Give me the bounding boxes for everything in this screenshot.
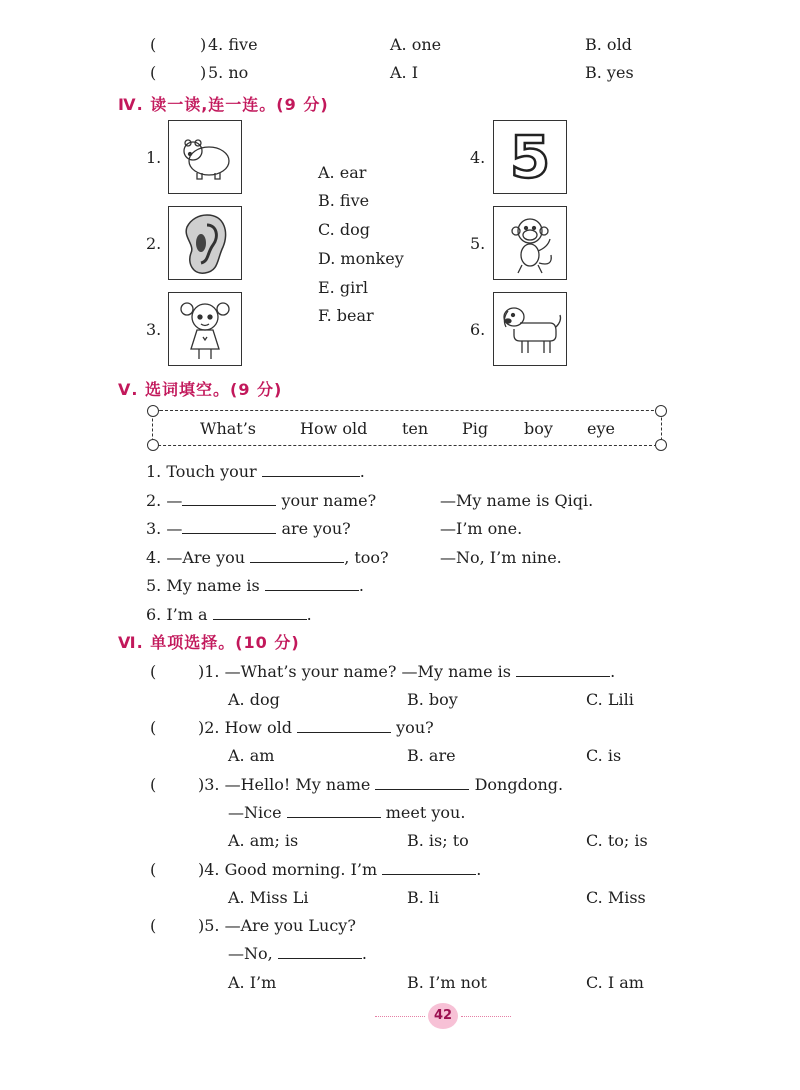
question-stem: )4. Good morning. I’m: [198, 860, 378, 879]
option-a: A. one: [390, 35, 442, 54]
answer-blank[interactable]: [382, 860, 476, 875]
match-option: D. monkey: [318, 249, 404, 268]
question-end: Dongdong.: [474, 775, 564, 794]
answer-blank[interactable]: [297, 718, 391, 733]
question-1: [198, 662, 615, 681]
paren-open: (: [150, 63, 157, 82]
fill-line-5: [146, 576, 364, 595]
fill-text: .: [359, 462, 365, 481]
box-corner: [655, 439, 667, 451]
fill-text: .: [358, 576, 364, 595]
ear-icon: [169, 207, 241, 279]
dog-icon: [494, 293, 566, 365]
choice-c: C. is: [586, 746, 622, 765]
question-stem: )2. How old: [198, 718, 292, 737]
option-b: B. yes: [585, 63, 634, 82]
fill-line-1: [146, 462, 365, 481]
paren-close: ): [200, 63, 207, 82]
footer-divider-left: [375, 1016, 425, 1017]
fill-text: .: [306, 605, 312, 624]
question-end: you?: [396, 718, 434, 737]
choice-a: A. Miss Li: [228, 888, 309, 907]
box-corner: [147, 405, 159, 417]
match-option: F. bear: [318, 306, 374, 325]
choice-c: C. Lili: [586, 690, 634, 709]
answer-blank[interactable]: [265, 576, 359, 591]
dog-picture: [493, 292, 567, 366]
word-bank-item: What’s: [200, 419, 257, 438]
answer-blank[interactable]: [213, 605, 307, 620]
footer-divider-right: [461, 1016, 511, 1017]
fill-text: your name?: [281, 491, 377, 510]
match-number: 1.: [146, 148, 162, 167]
choice-a: A. am; is: [228, 831, 299, 850]
fill-line-3: [146, 519, 351, 538]
fill-line-2: [146, 491, 376, 510]
ear-picture: [168, 206, 242, 280]
match-number: 5.: [470, 234, 486, 253]
answer-blank[interactable]: [182, 491, 276, 506]
answer-blank[interactable]: [516, 662, 610, 677]
fill-text: 3. —: [146, 519, 183, 538]
bear-icon: [169, 121, 241, 193]
question-end: .: [361, 944, 367, 963]
answer-blank[interactable]: [182, 519, 276, 534]
fill-text: 6. I’m a: [146, 605, 208, 624]
fill-line-4: [146, 548, 389, 567]
answer-blank[interactable]: [278, 944, 362, 959]
question-4: [198, 860, 481, 879]
question-5: )5. —Are you Lucy?: [198, 916, 356, 935]
match-option: B. five: [318, 191, 370, 210]
word-bank-item: boy: [524, 419, 553, 438]
five-picture: [493, 120, 567, 194]
match-option: C. dog: [318, 220, 370, 239]
choice-b: B. li: [407, 888, 440, 907]
five-digit: 5: [509, 123, 551, 191]
answer-blank[interactable]: [287, 803, 381, 818]
monkey-icon: [494, 207, 566, 279]
item-stem: 5. no: [208, 63, 249, 82]
choice-c: C. Miss: [586, 888, 646, 907]
choice-b: B. is; to: [407, 831, 469, 850]
box-corner: [655, 405, 667, 417]
item-stem: 4. five: [208, 35, 258, 54]
fill-text: 4. —Are you: [146, 548, 246, 567]
option-a: A. I: [390, 63, 419, 82]
question-end: .: [610, 662, 616, 681]
fill-text: are you?: [281, 519, 351, 538]
choice-a: A. I’m: [228, 973, 277, 992]
fill-text: , too?: [344, 548, 389, 567]
fill-line-6: [146, 605, 312, 624]
paren-open: (: [150, 35, 157, 54]
fill-reply: —My name is Qiqi.: [440, 491, 594, 510]
answer-blank[interactable]: [262, 462, 360, 477]
match-number: 2.: [146, 234, 162, 253]
paren-close: ): [200, 35, 207, 54]
fill-text: 1. Touch your: [146, 462, 257, 481]
girl-icon: [169, 293, 241, 365]
word-bank-item: ten: [402, 419, 429, 438]
question-5-line2: [228, 944, 367, 963]
question-stem: —No,: [228, 944, 273, 963]
choice-b: B. are: [407, 746, 456, 765]
bear-picture: [168, 120, 242, 194]
option-b: B. old: [585, 35, 632, 54]
question-end: .: [476, 860, 482, 879]
choice-b: B. I’m not: [407, 973, 487, 992]
question-3-line2: [228, 803, 465, 822]
paren-open: (: [150, 860, 157, 879]
answer-blank[interactable]: [250, 548, 344, 563]
question-end: meet you.: [385, 803, 466, 822]
choice-a: A. am: [228, 746, 275, 765]
section-5-title: Ⅴ. 选词填空。(9 分): [118, 380, 283, 399]
page-number: 42: [428, 1003, 458, 1029]
paren-open: (: [150, 775, 157, 794]
choice-c: C. to; is: [586, 831, 648, 850]
paren-open: (: [150, 718, 157, 737]
girl-picture: [168, 292, 242, 366]
question-stem: )3. —Hello! My name: [198, 775, 371, 794]
box-corner: [147, 439, 159, 451]
section-6-title: Ⅵ. 单项选择。(10 分): [118, 633, 300, 652]
fill-reply: —No, I’m nine.: [440, 548, 562, 567]
match-number: 3.: [146, 320, 162, 339]
match-option: A. ear: [318, 163, 367, 182]
match-number: 6.: [470, 320, 486, 339]
question-stem: )1. —What’s your name? —My name is: [198, 662, 511, 681]
choice-a: A. dog: [228, 690, 280, 709]
match-number: 4.: [470, 148, 486, 167]
answer-blank[interactable]: [375, 775, 469, 790]
question-3: [198, 775, 563, 794]
fill-text: 2. —: [146, 491, 183, 510]
choice-c: C. I am: [586, 973, 644, 992]
section-4-title: Ⅳ. 读一读,连一连。(9 分): [118, 95, 329, 114]
match-option: E. girl: [318, 278, 368, 297]
word-bank-item: How old: [300, 419, 368, 438]
monkey-picture: [493, 206, 567, 280]
word-bank-item: eye: [587, 419, 615, 438]
paren-open: (: [150, 916, 157, 935]
question-2: [198, 718, 434, 737]
word-bank-item: Pig: [462, 419, 489, 438]
paren-open: (: [150, 662, 157, 681]
choice-b: B. boy: [407, 690, 458, 709]
question-stem: —Nice: [228, 803, 282, 822]
fill-reply: —I’m one.: [440, 519, 523, 538]
fill-text: 5. My name is: [146, 576, 260, 595]
